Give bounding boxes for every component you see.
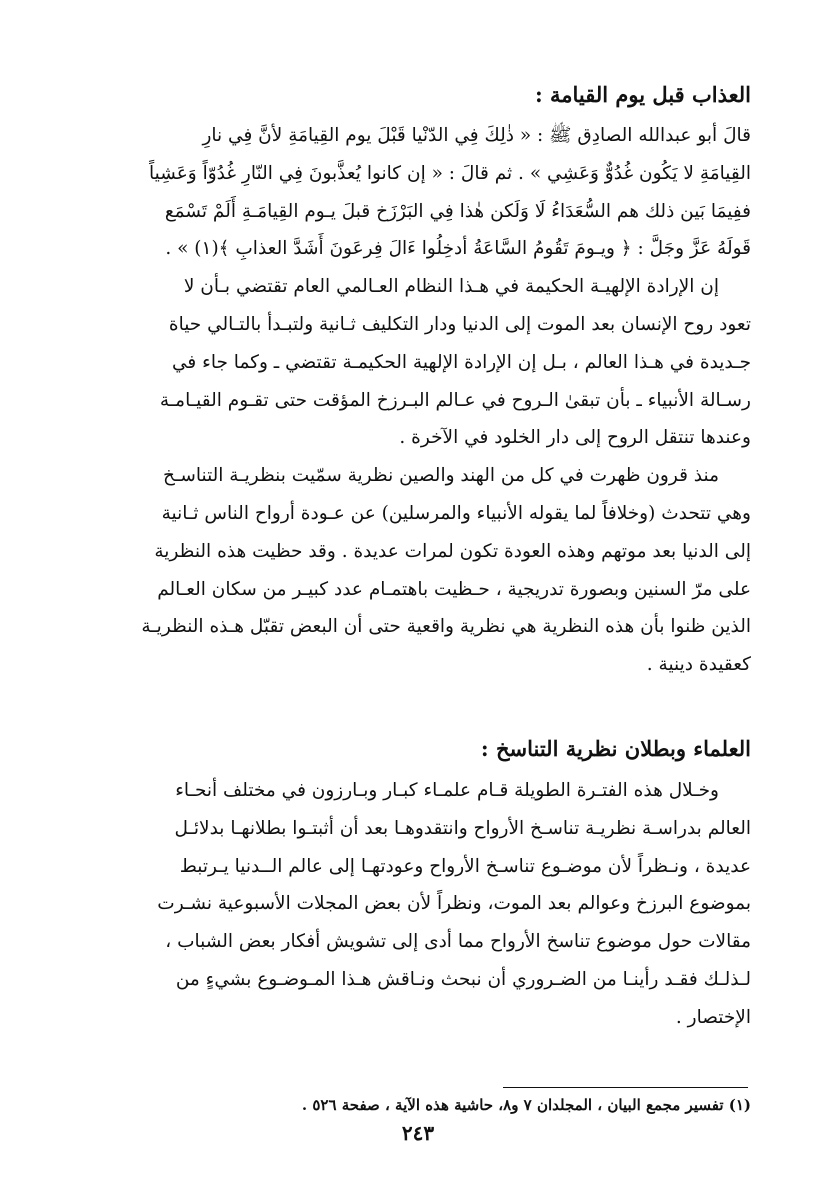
text-line: قالَ أبو عبدالله الصادِق ﷺ : « ذٰلِكَ فِي الدّنْيا قَبْلَ يوم القِيامَةِ لأنَّ فِي نارِ: [202, 125, 751, 146]
paragraph-hadith: [81, 117, 751, 268]
footnote: (١) تفسير مجمع البيان ، المجلدان ٧ و٨، حاشية هذه الآية ، صفحة ٥٢٦ .: [301, 1096, 751, 1114]
text-line: قَولَهُ عَزَّ وجَلَّ : ﴿ ويـومَ تَقُومُ السَّاعَةُ أدخِلُوا ءَالَ فِرعَونَ أَشَدَّ العذابِ ﴾(١) » .: [165, 238, 751, 260]
text-line: منذ قرون ظهرت في كل من الهند والصين نظرية سمّيت بنظريـة التناسـخ: [162, 465, 719, 487]
text-line: وهي تتحدث (وخلافاً لما يقوله الأنبياء والمرسلين) عن عـودة أرواح الناس ثـانية: [161, 502, 751, 524]
page-number: ٢٤٣: [401, 1121, 435, 1145]
text-line: رسـالة الأنبياء ـ بأن تبقىٰ الـروح في عـالم البـرزخ المؤقت حتى تقـوم القيـامـة: [159, 389, 751, 411]
text-line: تعود روح الإنسان بعد الموت إلى الدنيا ودار التكليف ثـانية ولتبـدأ بالتـالي حياة: [168, 313, 751, 335]
text-line: الإختصار .: [675, 1006, 751, 1028]
text-line: ففِيمَا بَين ذلك هم السُّعَدَاءُ لَا وَلَكن هٰذا فِي البَرْزَخ قبلَ يـوم القِيامَـةِ أَلَمْ تَسْمَع: [164, 200, 751, 222]
text-line: كعقيدة دينية .: [646, 654, 751, 676]
text-line: بموضوع البرزخ وعوالم بعد الموت، ونظراً لأن بعض المجلات الأسبوعية نشـرت: [157, 893, 751, 915]
text-line: الذين ظنوا بأن هذه النظرية هي نظرية واقعية حتى أن البعض تقبّل هـذه النظريـة: [141, 616, 751, 638]
section-1-body: [81, 117, 751, 684]
footnote-divider: [503, 1087, 748, 1088]
text-line: وعندها تنتقل الروح إلى دار الخلود في الآخرة .: [399, 427, 751, 449]
paragraph-reincarnation-theory: [81, 457, 751, 684]
section-2-body: [81, 772, 751, 1037]
text-line: إلى الدنيا بعد موتهم وهذه العودة تكون لمرات عديدة . وقد حظيت هذه النظرية: [154, 540, 751, 562]
text-line: إن الإرادة الإلهيـة الحكيمة في هـذا النظام العـالمي العام تقتضي بـأن لا: [183, 276, 719, 298]
paragraph-divine-will: [81, 268, 751, 457]
paragraph-scholars: [81, 772, 751, 1037]
text-line: وخـلال هذه الفتـرة الطويلة قـام علمـاء كبـار وبـارزون في مختلف أنحـاء: [175, 780, 719, 801]
text-line: جـديدة في هـذا العالم ، بـل إن الإرادة الإلهية الحكيمـة تقتضي ـ وكما جاء في: [172, 351, 751, 373]
section-heading-punishment-before-resurrection: العذاب قبل يوم القيامة :: [534, 82, 751, 107]
text-line: على مرّ السنين وبصورة تدريجية ، حـظيت باهتمـام عدد كبيـر من سكان العـالم: [157, 578, 751, 600]
text-line: عديدة ، ونـظراً لأن موضـوع تناسـخ الأرواح وعودتهـا إلى عالم الــدنيا يـرتبط: [179, 855, 751, 877]
text-line: مقالات حول موضوع تناسخ الأرواح مما أدى إلى تشويش أفكار بعض الشباب ،: [165, 931, 751, 953]
text-line: لـذلـك فقـد رأينـا من الضـروري أن نبحث ونـاقش هـذا المـوضـوع بشيءٍ من: [175, 968, 751, 990]
text-line: العالم بدراسـة نظريـة تناسـخ الأرواح وانتقدوهـا بعد أن أثبتـوا بطلانهـا بدلائـل: [174, 817, 751, 839]
section-heading-scholars-and-reincarnation: العلماء وبطلان نظرية التناسخ :: [480, 736, 751, 761]
text-line: القِيامَةِ لا يَكُون غُدُوٌّ وَعَشِي » . ثم قالَ : « إن كانوا يُعذَّبونَ فِي النّارِ غُدُوّاً وَعَشِياً: [149, 162, 751, 184]
